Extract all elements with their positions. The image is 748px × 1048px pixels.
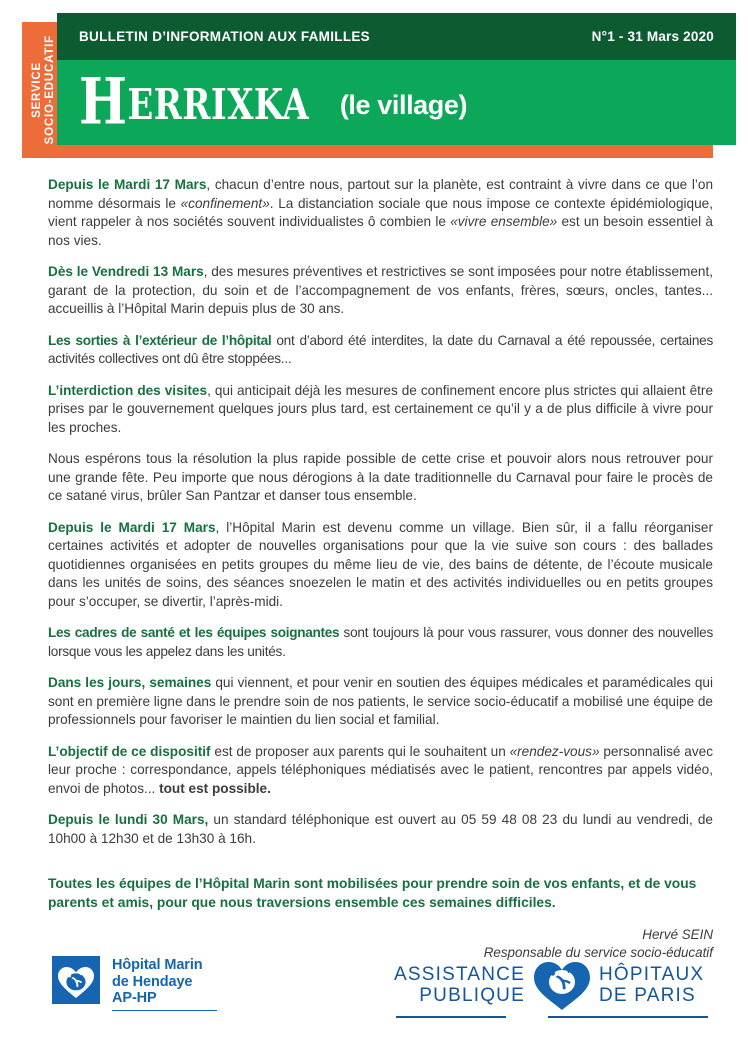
paragraph-6-lead: Depuis le Mardi 17 Mars: [48, 519, 216, 535]
paragraph-8-text: qui viennent, et pour venir en soutien des équipes médicales et paramédicales qui sont en première ligne dans le prendre soin de nos patients, le service socio-éducatif a mobilisé une équipe de professionnels pour favoriser le maintien du lien social et familial.: [48, 675, 713, 727]
paragraph-1-italic-a: «confinement»: [180, 195, 270, 211]
paragraph-4-lead: L’interdiction des visites: [48, 382, 208, 398]
newsletter-body: [48, 176, 713, 962]
paragraph-8-lead: Dans les jours, semaines: [48, 675, 212, 690]
paragraph-1-text-a: , chacun d’entre nous, partout sur la planète, est contraint à vivre dans ce que l’on nomme désormais le: [48, 177, 714, 211]
hopital-marin-logo-text: [112, 956, 217, 1011]
hm-line-2: de Hendaye: [112, 973, 193, 990]
aphp-heart-mark: [531, 958, 593, 1012]
paragraph-2: [48, 263, 713, 319]
paragraph-1-italic-b: «vivre ensemble»: [450, 214, 558, 229]
masthead-wordmark: [79, 63, 310, 139]
sidebar-label-line1: SERVICE: [31, 62, 43, 118]
aphp-logo: [394, 958, 704, 1012]
bulletin-title: BULLETIN D’INFORMATION AUX FAMILLES: [79, 29, 370, 44]
paragraph-5: [48, 450, 713, 506]
header-dark-band: [57, 13, 736, 60]
page-header: [0, 0, 748, 165]
aphp-underline-gap: [506, 1014, 548, 1019]
signature-name: Hervé SEIN: [642, 927, 713, 942]
paragraph-3-lead: Les sorties à l’extérieur de l’hôpital: [48, 332, 272, 348]
paragraph-6-text: , l’Hôpital Marin est devenu comme un village. Bien sûr, il a fallu réorganiser certaines activités et adopter de nouvelles organisations pour que la vie suive son cours : des ballades quotidiennes organisées en petits groupes du même lieu de vie, des bains de détente, de l’écoute musicale dans les unités de soins, des séances snoezelen le matin et des activités individuelles ou en petits groupes pour s’occuper, se divertir, l’après-midi.: [48, 519, 714, 609]
paragraph-9-lead: L’objectif de ce dispositif: [48, 743, 211, 759]
hopital-marin-logo: [52, 956, 217, 1011]
paragraph-7-text: sont toujours là pour vous rassurer, vous donner des nouvelles lorsque vous les appelez dans les unités.: [48, 625, 713, 659]
signature-role: Responsable du service socio-éducatif: [483, 945, 713, 960]
heart-bird-icon: [52, 956, 100, 1004]
aphp-left-line-1: ASSISTANCE: [394, 964, 525, 985]
aphp-right-text: [599, 964, 704, 1006]
paragraph-9-bold-tail: tout est possible.: [159, 780, 271, 796]
aphp-underline-rule: [396, 1016, 708, 1018]
paragraph-1-lead: Depuis le Mardi 17 Mars: [48, 177, 207, 192]
masthead: [79, 60, 467, 145]
paragraph-8: [48, 674, 713, 730]
paragraph-1: [48, 176, 713, 250]
paragraph-6: [48, 519, 713, 612]
masthead-dropcap: H: [79, 63, 128, 139]
page-footer: [0, 940, 748, 1048]
heart-bird-icon: [531, 958, 593, 1012]
aphp-right-line-1: HÔPITAUX: [598, 964, 705, 985]
paragraph-9-text-a: est de proposer aux parents qui le souhaitent un: [210, 743, 510, 759]
hopital-marin-logo-mark: [52, 956, 100, 1004]
closing-statement: Toutes les équipes de l’Hôpital Marin sont mobilisées pour prendre soin de vos enfants, et de vous parents et amis, pour que nous traversions ensemble ces semaines difficiles.: [48, 876, 697, 910]
paragraph-3: [48, 332, 713, 369]
sidebar-label-line2: SOCIO-EDUCATIF: [43, 35, 56, 145]
paragraph-10-lead: Depuis le lundi 30 Mars,: [48, 812, 209, 827]
aphp-left-text: [394, 964, 525, 1006]
aphp-left-line-2: PUBLIQUE: [419, 985, 525, 1006]
masthead-wordmark-rest: ERRIXKA: [127, 79, 310, 130]
paragraph-3-text: ont d’abord été interdites, la date du Carnaval a été repoussée, certaines activités collectives ont dû être stoppées...: [48, 332, 713, 366]
paragraph-10: [48, 811, 713, 848]
hm-line-3: AP-HP: [112, 990, 157, 1006]
paragraph-1-text-c: est un besoin essentiel à nos vies.: [48, 214, 713, 248]
paragraph-5-text: Nous espérons tous la résolution la plus rapide possible de cette crise et pouvoir alors nous retrouver pour une grande fête. Peu importe que nous dérogions à la date traditionnelle du Carnaval pour faire le procès de ce satané virus, brûler San Pantzar et danser tous ensemble.: [48, 451, 713, 503]
paragraph-1-text-b: . La distanciation sociale que nous impose ce contexte épidémiologique, vient rappeler à nos sociétés souvent individualistes ô combien le: [48, 195, 713, 229]
bulletin-issue-date: N°1 - 31 Mars 2020: [591, 29, 714, 44]
hm-line-1: Hôpital Marin: [112, 957, 203, 973]
paragraph-4: [48, 382, 713, 438]
masthead-subtitle: (le village): [339, 90, 468, 120]
paragraph-2-lead: Dès le Vendredi 13 Mars: [48, 264, 204, 279]
paragraph-10-text: un standard téléphonique est ouvert au 05 59 48 08 23 du lundi au vendredi, de 10h00 à 12h30 et de 13h30 à 16h.: [48, 812, 713, 846]
paragraph-9-italic: «rendez-vous»: [509, 743, 600, 759]
paragraph-7-lead: Les cadres de santé et les équipes soignantes: [48, 625, 340, 640]
hm-underline-rule: [112, 1010, 217, 1012]
paragraph-2-text: , des mesures préventives et restrictives se sont imposées pour notre établissement, garant de la protection, du soin et de l’accompagnement de vos enfants, frères, sœurs, oncles, tantes... accueillis à l’Hôpital Marin depuis plus de 30 ans.: [48, 264, 713, 316]
header-green-band: [57, 60, 736, 145]
paragraph-4-text: , qui anticipait déjà les mesures de confinement encore plus strictes qui allaient être prises par le gouvernement quelques jours plus tard, est certainement ce qu’il y a de plus difficile à vivre pour les proches.: [48, 382, 713, 435]
paragraph-9: [48, 743, 713, 799]
paragraph-7: [48, 624, 713, 661]
aphp-right-line-2: DE PARIS: [598, 985, 696, 1006]
header-orange-underbar: [22, 145, 713, 158]
paragraph-9-text-b: personnalisé avec leur proche : correspondance, appels téléphoniques médiatisés avec le patient, rencontres par appels vidéo, envoi de photos...: [48, 743, 713, 796]
